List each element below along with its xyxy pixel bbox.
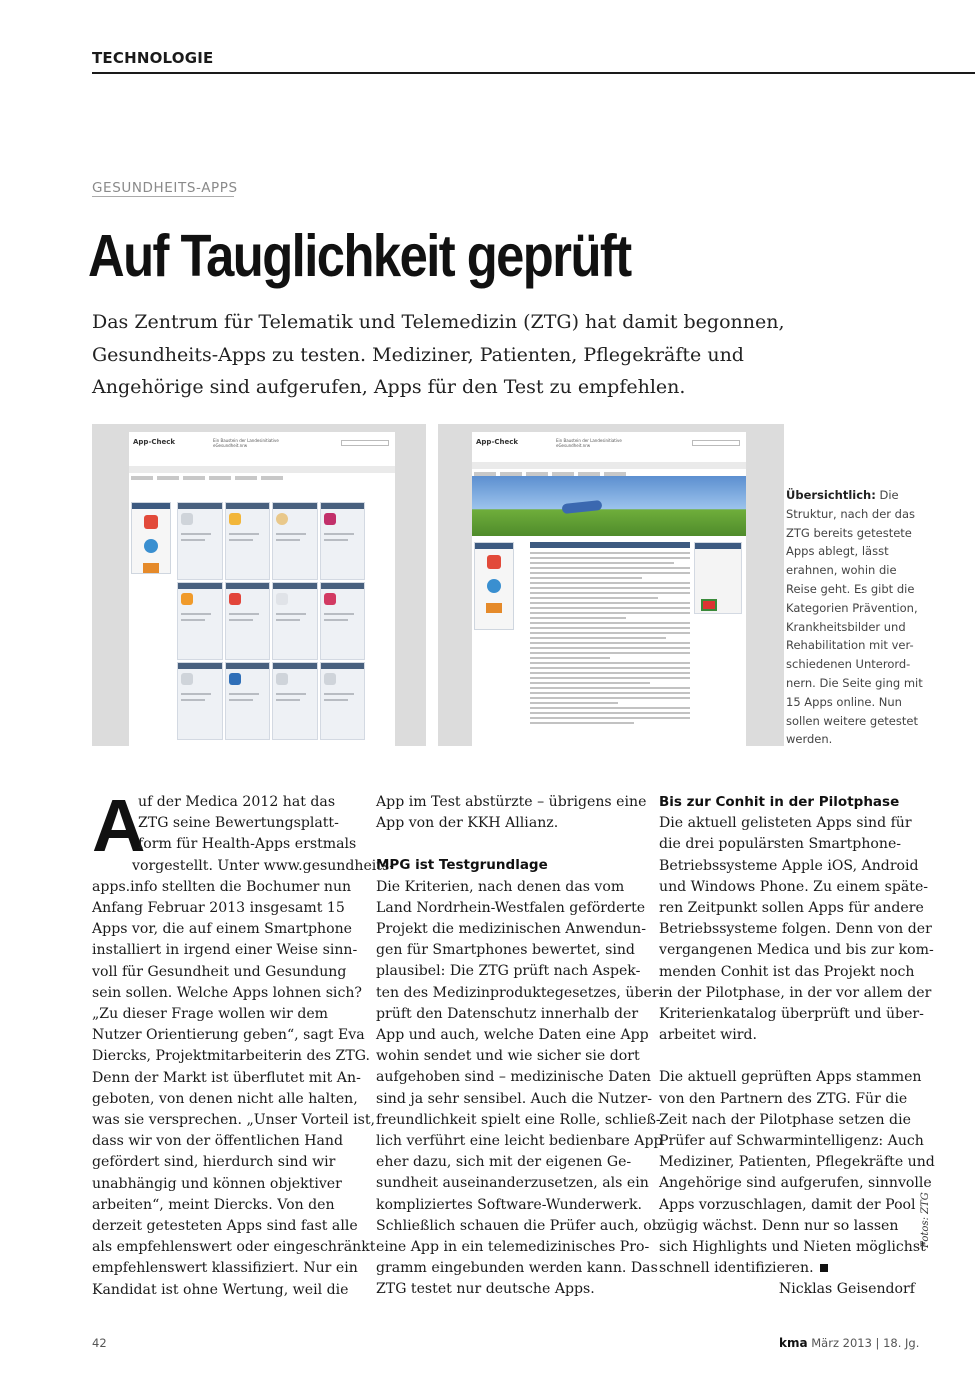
body-line: ZTG testet nur deutsche Apps. — [376, 1281, 595, 1298]
website-logo: App-Check — [476, 438, 519, 446]
body-line: Die aktuell geprüften Apps stammen — [659, 1069, 922, 1086]
body-line: App im Test abstürzte – übrigens eine — [376, 794, 647, 810]
body-line: App von der KKH Allianz. — [376, 815, 559, 832]
body-line: gramm eingebunden werden kann. Das — [376, 1260, 658, 1277]
body-line: zügig wächst. Denn nur so lassen — [659, 1217, 899, 1234]
body-line: voll für Gesundheit und Gesundung — [92, 963, 347, 980]
app-card — [177, 662, 223, 740]
body-line: aufgehoben sind – medizinische Daten — [376, 1069, 651, 1086]
body-line: und Windows Phone. Zu einem späte- — [659, 878, 929, 895]
lead-line: Das Zentrum für Telematik und Telemedizin (ZTG) hat damit begonnen, — [92, 311, 785, 333]
body-line: arbeitet wird. — [659, 1027, 757, 1044]
body-line: eine App in ein telemedizinisches Pro- — [376, 1239, 650, 1256]
body-line: form für Health-Apps erstmals — [138, 836, 357, 853]
body-line: Diercks, Projektmitarbeiterin des ZTG. — [92, 1048, 370, 1065]
body-line: Kriterienkatalog überprüft und über- — [659, 1006, 924, 1023]
website-content-text — [530, 552, 690, 727]
website-tagline: Ein Baustein der Landesinitiative eGesundheit.nrw — [213, 438, 279, 448]
page-number: 42 — [92, 1336, 107, 1350]
body-line: ren Zeitpunkt sollen Apps für andere — [659, 900, 924, 917]
app-card — [272, 582, 318, 660]
website-search-box — [692, 440, 740, 446]
caption-line: Kategorien Prävention, — [786, 600, 918, 615]
kicker-underline — [92, 196, 234, 197]
app-card — [225, 582, 271, 660]
body-line: die drei populärsten Smartphone- — [659, 836, 902, 853]
body-line: apps.info stellten die Bochumer nun — [92, 878, 352, 895]
body-line: Betriebssysteme folgen. Denn von der — [659, 921, 932, 938]
caption-line: nern. Die Seite ging mit — [786, 675, 923, 690]
body-line: unabhängig und können objektiver — [92, 1175, 342, 1192]
body-line — [659, 1258, 919, 1279]
body-line: sundheit auseinanderzusetzen, als ein — [376, 1175, 649, 1192]
end-of-article-mark — [820, 1264, 828, 1272]
body-line: Die Kriterien, nach denen das vom — [376, 878, 625, 895]
top-rule — [92, 72, 975, 74]
body-line: prüft den Datenschutz innerhalb der — [376, 1005, 639, 1022]
caption-line: erahnen, wohin die — [786, 563, 897, 578]
caption-line: Struktur, nach der das — [786, 506, 916, 521]
caption-line: sollen weitere getestet — [786, 713, 918, 728]
body-line: Projekt die medizinischen Anwendun- — [376, 921, 646, 938]
body-line: ZTG seine Bewertungsplatt- — [138, 815, 339, 832]
website-mockup — [472, 432, 746, 746]
body-line: kompliziertes Software-Wunderwerk. — [376, 1196, 643, 1213]
website-info-box — [694, 542, 742, 614]
body-line: uf der Medica 2012 hat das — [138, 794, 336, 810]
article-kicker: GESUNDHEITS-APPS — [92, 180, 238, 196]
caption-line: schiedenen Unterord- — [786, 657, 911, 672]
website-nav — [472, 462, 746, 469]
section-header: TECHNOLOGIE — [92, 49, 214, 67]
body-line: App und auch, welche Daten eine App — [376, 1027, 649, 1044]
body-line: Prüfer auf Schwarmintelligenz: Auch — [659, 1133, 924, 1150]
website-sidebar — [131, 502, 171, 574]
caption-line: 15 Apps online. Nun — [786, 694, 902, 709]
body-line: sein sollen. Welche Apps lohnen sich? — [92, 984, 362, 1001]
app-card — [225, 662, 271, 740]
body-line: sich Highlights und Nieten möglichst — [659, 1239, 926, 1256]
body-line: vorgestellt. Unter www.gesundheits- — [132, 857, 394, 874]
body-line: derzeit getesteten Apps sind fast alle — [92, 1218, 358, 1235]
app-card — [272, 502, 318, 580]
body-line: lich verführt eine leicht bedienbare App — [376, 1133, 663, 1150]
caption-line: Rehabilitation mit ver- — [786, 638, 914, 653]
body-line: von den Partnern des ZTG. Für die — [659, 1090, 908, 1107]
website-header — [129, 432, 395, 462]
body-line: empfehlenswert klassifiziert. Nur ein — [92, 1260, 358, 1277]
body-line: Die aktuell gelisteten Apps sind für — [659, 815, 912, 832]
body-line: Land Nordrhein-Westfalen geförderte — [376, 899, 646, 916]
author-byline: Nicklas Geisendorf — [778, 1281, 915, 1298]
body-line: Nutzer Orientierung geben“, sagt Eva — [92, 1027, 365, 1044]
magazine-brand: kma — [779, 1336, 808, 1350]
article-lead — [92, 306, 792, 404]
body-line: Apps vorzuschlagen, damit der Pool — [659, 1196, 916, 1213]
app-card-grid — [177, 502, 365, 740]
screenshot-app-overview — [92, 424, 426, 746]
body-line: was sie versprechen. „Unser Vorteil ist, — [92, 1112, 375, 1129]
app-card — [177, 502, 223, 580]
website-content-heading — [530, 542, 690, 548]
body-line: als empfehlenswert oder eingeschränkt — [92, 1239, 376, 1256]
app-card — [272, 662, 318, 740]
website-search-box — [341, 440, 389, 446]
screenshot-welcome-page — [438, 424, 784, 746]
body-line: dass wir von der öffentlichen Hand — [92, 1133, 343, 1150]
body-line: Angehörige sind aufgerufen, sinnvolle — [659, 1175, 932, 1192]
body-column-1 — [92, 784, 394, 1301]
body-line: eher dazu, sich mit der eigenen Ge- — [376, 1154, 632, 1171]
photo-credit: Fotos: ZTG — [920, 1192, 931, 1248]
website-nav — [129, 466, 395, 473]
body-line: ten des Medizinproduktegesetzes, über- — [376, 984, 664, 1001]
app-card — [320, 502, 366, 580]
body-line-text: schnell identifizieren. — [659, 1260, 814, 1277]
website-logo: App-Check — [133, 438, 176, 446]
subheading-mpg: MPG ist Testgrundlage — [376, 857, 548, 874]
body-line: Denn der Markt ist überflutet mit An- — [92, 1069, 361, 1086]
body-line: gefördert sind, hierdurch sind wir — [92, 1154, 336, 1171]
article-headline: Auf Tauglichkeit geprüft — [88, 223, 631, 289]
website-tagline: Ein Baustein der Landesinitiative eGesundheit.nrw — [556, 438, 622, 448]
caption-line: Apps ablegt, lässt — [786, 544, 889, 559]
app-card — [177, 582, 223, 660]
body-line: gen für Smartphones bewertet, sind — [376, 942, 635, 959]
body-line: Schließlich schauen die Prüfer auch, ob — [376, 1217, 661, 1234]
lead-line: Gesundheits-Apps zu testen. Mediziner, Patienten, Pflegekräfte und — [92, 343, 744, 366]
body-line: arbeiten“, meint Diercks. Von den — [92, 1196, 335, 1213]
website-header — [472, 432, 746, 462]
caption-line: ZTG bereits getestete — [786, 525, 912, 540]
website-sidebar — [474, 542, 514, 630]
caption-line: werden. — [786, 732, 833, 747]
body-line: wohin sendet und wie sicher sie dort — [376, 1048, 640, 1065]
footer-issue-info — [779, 1336, 919, 1350]
body-line: „Zu dieser Frage wollen wir dem — [92, 1006, 329, 1023]
body-line: Anfang Februar 2013 insgesamt 15 — [92, 900, 345, 917]
app-card — [320, 662, 366, 740]
caption-label: Übersichtlich: — [786, 488, 876, 502]
caption-line: Krankheitsbilder und — [786, 619, 906, 634]
subheading-conhit: Bis zur Conhit in der Pilotphase — [659, 794, 900, 810]
body-line: Betriebssysteme Apple iOS, Android — [659, 857, 919, 874]
drop-cap: A — [92, 784, 146, 867]
issue-date: März 2013 | 18. Jg. — [811, 1336, 920, 1350]
body-line: Zeit nach der Pilotphase setzen die — [659, 1111, 911, 1128]
lead-line: Angehörige sind aufgerufen, Apps für den Test zu empfehlen. — [92, 376, 686, 398]
body-line: in der Pilotphase, in der vor allem der — [659, 984, 932, 1001]
body-line: menden Conhit ist das Projekt noch — [659, 963, 915, 980]
website-mockup — [129, 432, 395, 746]
caption-line: Reise geht. Es gibt die — [786, 581, 915, 596]
body-line: sind ja sehr sensibel. Auch die Nutzer- — [376, 1090, 653, 1107]
website-hero-image — [472, 476, 746, 536]
body-line: geboten, von denen nicht alle halten, — [92, 1090, 358, 1107]
image-caption — [786, 486, 936, 749]
body-line: Kandidat ist ohne Wertung, weil die — [92, 1281, 349, 1298]
body-line: freundlichkeit spielt eine Rolle, schließ- — [376, 1111, 661, 1128]
app-card — [320, 582, 366, 660]
caption-line: Die — [875, 488, 899, 502]
body-column-2 — [376, 792, 664, 1301]
app-card — [225, 502, 271, 580]
body-line: Mediziner, Patienten, Pflegekräfte und — [659, 1154, 935, 1171]
body-line: plausibel: Die ZTG prüft nach Aspek- — [376, 963, 641, 980]
body-line: vergangenen Medica und bis zur kom- — [659, 942, 934, 959]
body-line: installiert in irgend einer Weise sinn- — [92, 942, 358, 959]
body-line: Apps vor, die auf einem Smartphone — [92, 921, 352, 938]
